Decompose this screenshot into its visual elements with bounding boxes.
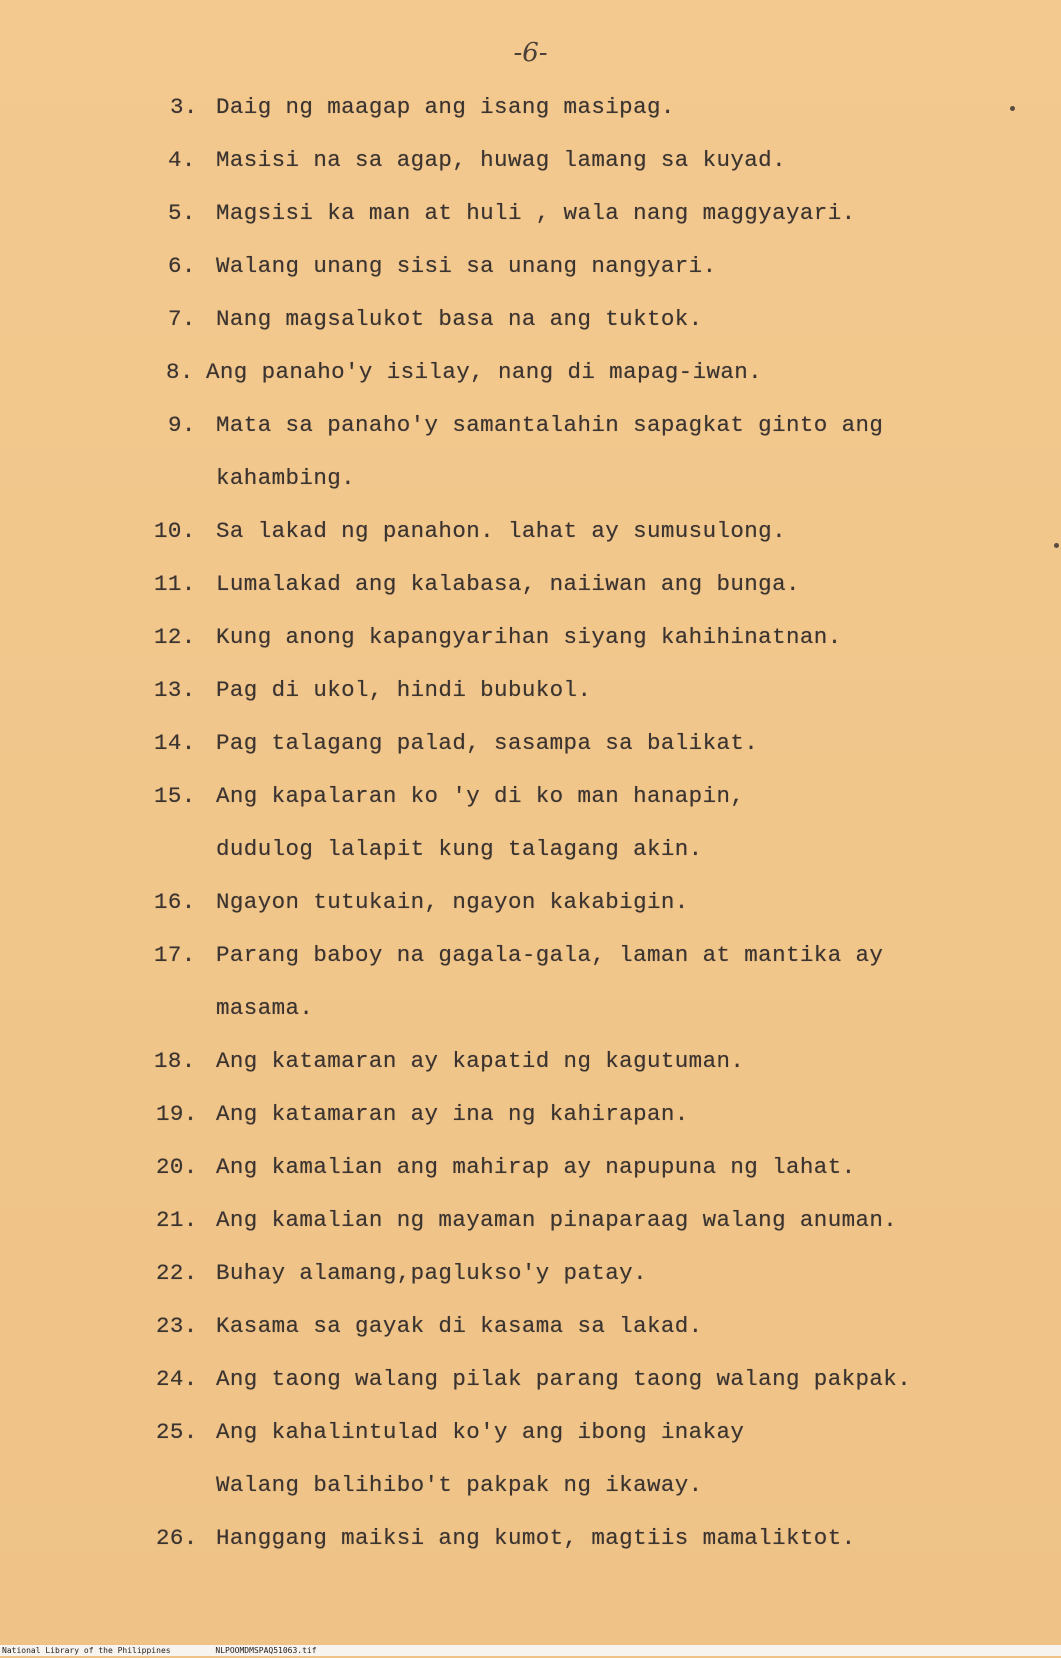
- proverb-text: Kasama sa gayak di kasama sa lakad.: [216, 1313, 703, 1339]
- page-number: -6-: [513, 38, 548, 68]
- proverb-text-continued: masama.: [216, 995, 314, 1021]
- proverb-text: Masisi na sa agap, huwag lamang sa kuyad.: [216, 147, 786, 173]
- item-number: 22.: [156, 1260, 198, 1286]
- item-number: 25.: [156, 1419, 198, 1445]
- proverb-text: Ang katamaran ay ina ng kahirapan.: [216, 1101, 689, 1127]
- proverb-text: Mata sa panaho'y samantalahin sapagkat ginto ang: [216, 412, 884, 438]
- item-number: 8.: [166, 359, 194, 385]
- proverb-text: Kung anong kapangyarihan siyang kahihinatnan.: [216, 624, 842, 650]
- proverb-text: Ngayon tutukain, ngayon kakabigin.: [216, 889, 689, 915]
- footer-library: National Library of the Philippines: [2, 1646, 171, 1655]
- item-number: 4.: [168, 147, 196, 173]
- item-number: 3.: [170, 94, 198, 120]
- proverb-text: Ang kamalian ang mahirap ay napupuna ng lahat.: [216, 1154, 856, 1180]
- margin-mark: [1010, 106, 1015, 111]
- item-number: 7.: [168, 306, 196, 332]
- proverb-text: Ang panaho'y isilay, nang di mapag-iwan.: [206, 359, 763, 385]
- proverb-text: Daig ng maagap ang isang masipag.: [216, 94, 675, 120]
- item-number: 6.: [168, 253, 196, 279]
- item-number: 26.: [156, 1525, 198, 1551]
- margin-mark: [1054, 543, 1059, 548]
- proverb-text-continued: dudulog lalapit kung talagang akin.: [216, 836, 703, 862]
- item-number: 19.: [156, 1101, 198, 1127]
- item-number: 5.: [168, 200, 196, 226]
- proverb-text: Ang kapalaran ko 'y di ko man hanapin,: [216, 783, 745, 809]
- proverb-text: Nang magsalukot basa na ang tuktok.: [216, 306, 703, 332]
- proverb-text: Buhay alamang,paglukso'y patay.: [216, 1260, 647, 1286]
- proverb-text: Ang katamaran ay kapatid ng kagutuman.: [216, 1048, 745, 1074]
- footer-filename: NLPOOMDMSPAQ51063.tif: [215, 1646, 317, 1655]
- item-number: 18.: [154, 1048, 196, 1074]
- item-number: 10.: [154, 518, 196, 544]
- proverb-text: Hanggang maiksi ang kumot, magtiis mamaliktot.: [216, 1525, 856, 1551]
- item-number: 17.: [154, 942, 196, 968]
- item-number: 20.: [156, 1154, 198, 1180]
- proverb-text: Sa lakad ng panahon. lahat ay sumusulong.: [216, 518, 786, 544]
- proverb-text: Ang taong walang pilak parang taong walang pakpak.: [216, 1366, 912, 1392]
- item-number: 13.: [154, 677, 196, 703]
- proverb-text-continued: kahambing.: [216, 465, 356, 491]
- proverb-text: Parang baboy na gagala-gala, laman at mantika ay: [216, 942, 884, 968]
- proverb-text: Lumalakad ang kalabasa, naiiwan ang bunga.: [216, 571, 800, 597]
- proverb-text: Magsisi ka man at huli , wala nang maggyayari.: [216, 200, 856, 226]
- item-number: 23.: [156, 1313, 198, 1339]
- proverb-text-continued: Walang balihibo't pakpak ng ikaway.: [216, 1472, 703, 1498]
- proverb-text: Ang kamalian ng mayaman pinaparaag walang anuman.: [216, 1207, 898, 1233]
- item-number: 11.: [154, 571, 196, 597]
- item-number: 15.: [154, 783, 196, 809]
- proverb-text: Ang kahalintulad ko'y ang ibong inakay: [216, 1419, 745, 1445]
- item-number: 21.: [156, 1207, 198, 1233]
- proverb-text: Walang unang sisi sa unang nangyari.: [216, 253, 717, 279]
- proverb-text: Pag talagang palad, sasampa sa balikat.: [216, 730, 759, 756]
- item-number: 14.: [154, 730, 196, 756]
- item-number: 9.: [168, 412, 196, 438]
- item-number: 24.: [156, 1366, 198, 1392]
- scan-footer: [0, 1645, 1061, 1656]
- item-number: 12.: [154, 624, 196, 650]
- item-number: 16.: [154, 889, 196, 915]
- proverb-text: Pag di ukol, hindi bubukol.: [216, 677, 592, 703]
